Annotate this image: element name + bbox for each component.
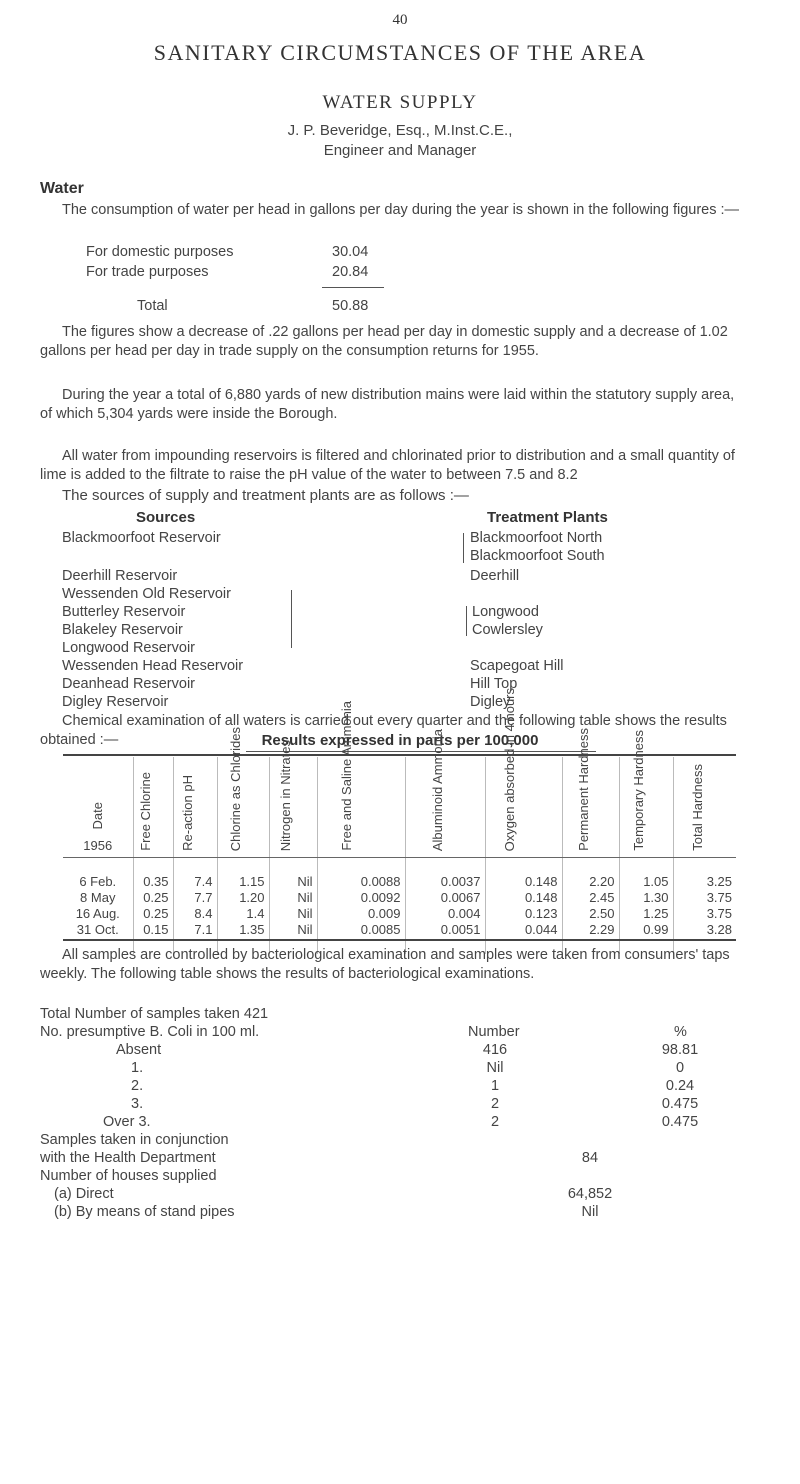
table-cell: 1.25 — [619, 906, 673, 922]
table-cell: 6 Feb. — [79, 874, 117, 889]
table-cell: 1.30 — [619, 890, 673, 906]
conjunction-label-line1: Samples taken in conjunction — [40, 1132, 229, 1148]
header-label: Permanent Hardness — [575, 728, 591, 851]
table-cell: 0.35 — [133, 874, 173, 890]
table-cell: 0.0085 — [317, 922, 405, 938]
consumption-value-trade: 20.84 — [332, 264, 369, 280]
table-cell: 0.004 — [405, 906, 485, 922]
table-cell: 0.0092 — [317, 890, 405, 906]
consumption-value-total: 50.88 — [332, 298, 369, 314]
col-saline-ammonia — [317, 701, 405, 858]
header-label: Date — [89, 801, 105, 829]
author-role: Engineer and Manager — [323, 142, 477, 159]
bact-row-percent: 0.24 — [665, 1078, 695, 1094]
table-cell: 16 Aug. — [75, 906, 120, 921]
table-header-row — [63, 757, 736, 858]
consumption-value-domestic: 30.04 — [332, 244, 369, 260]
table-cell: 0.15 — [133, 922, 173, 938]
source-item: Longwood Reservoir — [62, 640, 195, 656]
table-cell: 0.009 — [317, 906, 405, 922]
plant-item: Deerhill — [470, 568, 520, 584]
table-cell: 3.75 — [673, 890, 736, 906]
chemical-paragraph: Chemical examination of all waters is carried out every quarter and the following table shows the results obtained :— — [40, 713, 727, 748]
table-cell: 0.0067 — [405, 890, 485, 906]
table-cell: 1.20 — [217, 890, 269, 906]
bact-row-label: Over 3. — [103, 1114, 151, 1130]
bact-row-percent: 0.475 — [661, 1096, 699, 1112]
table-cell: 1.15 — [217, 874, 269, 890]
col-free-chlorine — [133, 757, 173, 858]
source-item: Deanhead Reservoir — [62, 676, 195, 692]
sources-intro: The sources of supply and treatment plants are as follows :— — [62, 487, 469, 504]
table-cell: 31 Oct. — [76, 922, 119, 937]
bact-row-number: 2 — [490, 1096, 500, 1112]
total-rule — [322, 287, 384, 288]
total-samples: Total Number of samples taken 421 — [40, 1006, 269, 1022]
bact-row-percent: 0.475 — [661, 1114, 699, 1130]
table-year: 1956 — [83, 838, 113, 853]
presumptive-label: No. presumptive B. Coli in 100 ml. — [40, 1024, 260, 1040]
source-item: Wessenden Head Reservoir — [62, 658, 244, 674]
plant-item: Hill Top — [470, 676, 518, 692]
bact-row-label: 1. — [131, 1060, 144, 1076]
mains-paragraph: During the year a total of 6,880 yards of new distribution mains were laid within the statutory supply area, of which 5,304 yards were inside the Borough. — [40, 387, 735, 422]
source-item: Blackmoorfoot Reservoir — [62, 530, 221, 546]
author: J. P. Beveridge, Esq., M.Inst.C.E., — [287, 122, 513, 139]
col-reaction-ph — [173, 757, 217, 858]
consumption-label-trade: For trade purposes — [86, 264, 209, 280]
table-cell: 0.25 — [133, 906, 173, 922]
col-date — [63, 757, 133, 858]
header-label: Oxygen absorbed in 4 hours — [501, 687, 517, 851]
table-cell: 3.75 — [673, 906, 736, 922]
col-total-hardness — [673, 757, 736, 858]
source-item: Blakeley Reservoir — [62, 622, 183, 638]
table-cell: 0.148 — [485, 874, 562, 890]
table-cell: 3.28 — [673, 922, 736, 938]
table-cell: 1.35 — [217, 922, 269, 938]
table-cell: 0.25 — [133, 890, 173, 906]
table-cell: 0.0051 — [405, 922, 485, 938]
table-cell: 8 May — [80, 890, 116, 905]
col-permanent-hardness — [562, 728, 619, 858]
section-title: Water — [40, 180, 84, 197]
table-cell: 7.7 — [173, 890, 217, 906]
table-cell: 2.20 — [562, 874, 619, 890]
table-cell: 7.1 — [173, 922, 217, 938]
table-cell: 2.29 — [562, 922, 619, 938]
header-label: Chlorine as Chlorides — [228, 726, 243, 851]
bact-row-percent: 98.81 — [661, 1042, 699, 1058]
header-label: Temporary Hardness — [631, 730, 646, 851]
plant-item: Digley — [470, 694, 511, 710]
col-chlorides — [217, 726, 269, 858]
source-item: Deerhill Reservoir — [62, 568, 178, 584]
table-cell: 2.50 — [562, 906, 619, 922]
decrease-paragraph: The figures show a decrease of .22 gallons per head per day in domestic supply and a decrease of 1.02 gallons per head per day in trade supply on the consumption returns for 1955. — [40, 324, 728, 359]
table-cell: 2.45 — [562, 890, 619, 906]
bact-row-label: 2. — [131, 1078, 144, 1094]
bact-row-number: 416 — [482, 1042, 508, 1058]
table-cell: Nil — [269, 906, 317, 922]
plant-item: Longwood — [472, 604, 539, 620]
col-number-heading: Number — [468, 1024, 520, 1040]
table-cell: 8.4 — [173, 906, 217, 922]
table-cell: 7.4 — [173, 874, 217, 890]
table-cell: Nil — [269, 922, 317, 938]
conjunction-value: 84 — [581, 1150, 599, 1166]
col-albuminoid-ammonia — [405, 728, 485, 858]
houses-standpipes-value: Nil — [581, 1204, 599, 1220]
table-cell: Nil — [269, 874, 317, 890]
section-heading: WATER SUPPLY — [322, 92, 478, 113]
houses-direct-label: (a) Direct — [54, 1186, 114, 1202]
header-label: Nitrogen in Nitrates — [278, 739, 293, 851]
table-bottom-rule — [63, 939, 736, 941]
results-title: Results expressed in parts per 100,000 — [261, 732, 539, 749]
bact-row-number: 1 — [490, 1078, 500, 1094]
bact-row-number: Nil — [486, 1060, 504, 1076]
bact-row-number: 2 — [490, 1114, 500, 1130]
table-cell: 0.123 — [485, 906, 562, 922]
table-cell: 3.25 — [673, 874, 736, 890]
table-cell: 0.0088 — [317, 874, 405, 890]
source-item: Digley Reservoir — [62, 694, 169, 710]
table-cell: 0.148 — [485, 890, 562, 906]
conjunction-label-line2: with the Health Department — [40, 1150, 216, 1166]
col-nitrates — [269, 739, 317, 858]
header-label: Free and Saline Ammonia — [339, 701, 354, 851]
treatment-paragraph: All water from impounding reservoirs is filtered and chlorinated prior to distribution and a small quantity of lime is added to the filtrate to raise the pH value of the water to between 7.5 and 8.2 — [40, 448, 735, 483]
table-cell: Nil — [269, 890, 317, 906]
table-cell: 0.044 — [485, 922, 562, 938]
source-item: Wessenden Old Reservoir — [62, 586, 231, 602]
houses-standpipes-label: (b) By means of stand pipes — [54, 1204, 235, 1220]
table-row — [63, 890, 736, 906]
table-cell: 0.0037 — [405, 874, 485, 890]
bracket-icon — [466, 606, 471, 636]
page-title: SANITARY CIRCUMSTANCES OF THE AREA — [153, 40, 647, 65]
header-label: Re-action pH — [180, 775, 195, 851]
bracket-icon — [463, 533, 468, 563]
header-label: Albuminoid Ammonia — [430, 728, 445, 851]
col-temporary-hardness — [619, 730, 673, 858]
table-row — [63, 922, 736, 938]
table-cell: 1.4 — [217, 906, 269, 922]
plant-item: Cowlersley — [472, 622, 543, 638]
table-cell: 1.05 — [619, 874, 673, 890]
plant-item: Scapegoat Hill — [470, 658, 564, 674]
consumption-label-total: Total — [137, 298, 168, 314]
plants-heading: Treatment Plants — [487, 509, 608, 526]
intro-paragraph: The consumption of water per head in gallons per day during the year is shown in the following figures :— — [62, 202, 740, 218]
bact-row-label: 3. — [131, 1096, 144, 1112]
houses-direct-value: 64,852 — [567, 1186, 613, 1202]
header-label: Total Hardness — [689, 764, 705, 851]
bracket-icon — [287, 590, 292, 648]
table-cell: 0.99 — [619, 922, 673, 938]
bact-row-label: Absent — [116, 1042, 162, 1058]
source-item: Butterley Reservoir — [62, 604, 186, 620]
col-percent-heading: % — [674, 1024, 687, 1040]
plant-item: Blackmoorfoot South — [470, 548, 605, 564]
table-row — [63, 906, 736, 922]
plant-item: Blackmoorfoot North — [470, 530, 603, 546]
table-row — [63, 874, 736, 890]
header-label: Free Chlorine — [138, 772, 153, 851]
page-number: 40 — [392, 12, 408, 28]
bact-row-percent: 0 — [675, 1060, 685, 1076]
consumption-label-domestic: For domestic purposes — [86, 244, 234, 260]
sources-heading: Sources — [136, 509, 196, 526]
houses-label: Number of houses supplied — [40, 1168, 217, 1184]
bacteriological-paragraph: All samples are controlled by bacteriological examination and samples were taken from consumers' taps weekly. The following table shows the results of bacteriological examinations. — [40, 947, 730, 982]
